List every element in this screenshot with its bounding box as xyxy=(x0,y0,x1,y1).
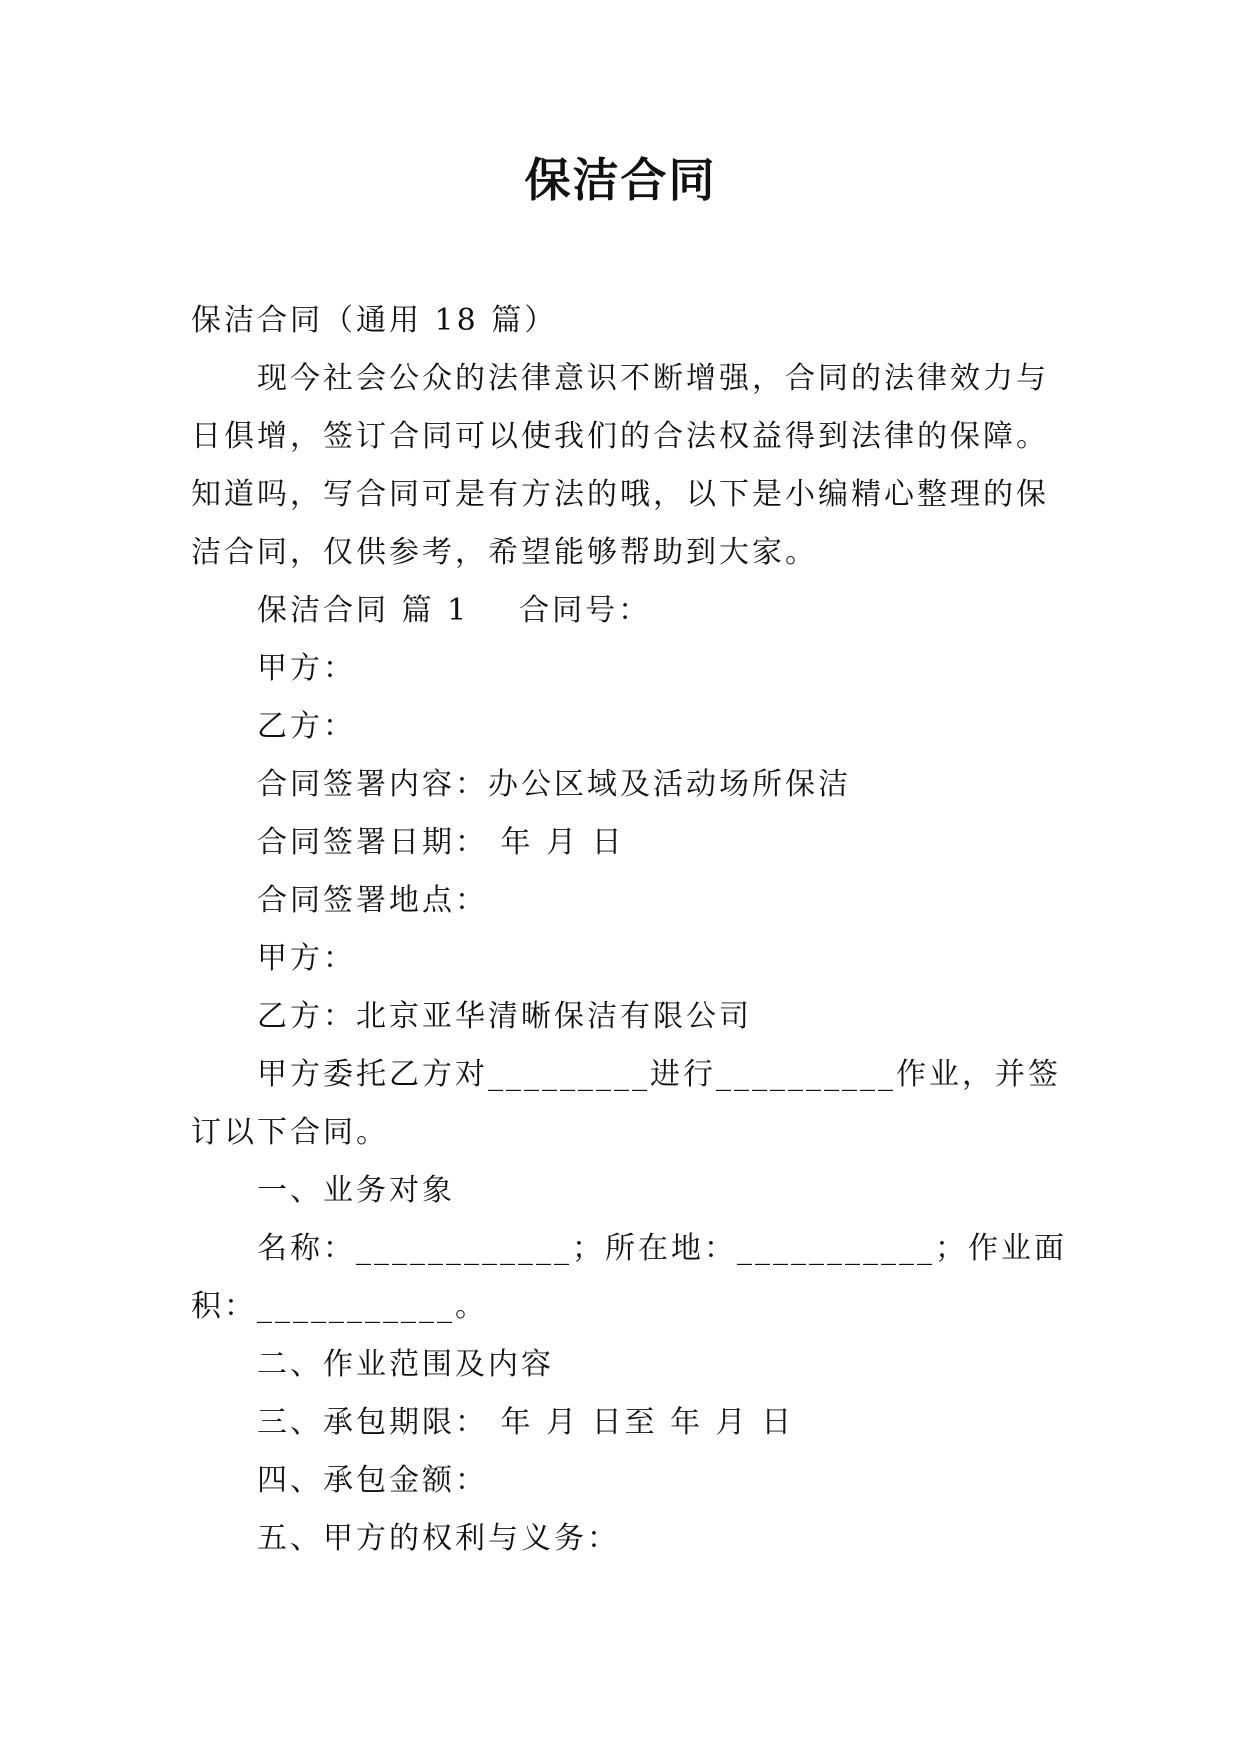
contract-date-line: 合同签署日期： 年 月 日 xyxy=(257,825,625,860)
section-heading-line xyxy=(191,582,1051,640)
intro-line-4: 洁合同，仅供参考，希望能够帮助到大家。 xyxy=(191,535,818,570)
party-b-company-line: 乙方：北京亚华清晰保洁有限公司 xyxy=(257,999,752,1034)
intro-line-1: 现今社会公众的法律意识不断增强，合同的法律效力与 xyxy=(257,361,1049,396)
entrust-line-1: 甲方委托乙方对_________进行__________作业，并签 xyxy=(257,1057,1061,1092)
intro-line-2: 日俱增，签订合同可以使我们的合法权益得到法律的保障。 xyxy=(191,419,1049,454)
name-location-line-1: 名称：____________；所在地：___________；作业面 xyxy=(257,1231,1067,1266)
name-location-line-2: 积：___________。 xyxy=(191,1289,488,1324)
party-a-label: 甲方： xyxy=(257,651,356,686)
contract-content-line: 合同签署内容：办公区域及活动场所保洁 xyxy=(257,767,851,802)
contract-place-line: 合同签署地点： xyxy=(257,883,488,918)
contract-number-label: 合同号： xyxy=(519,593,652,628)
entrust-line-2: 订以下合同。 xyxy=(191,1115,389,1150)
clause-3-heading: 三、承包期限： 年 月 日至 年 月 日 xyxy=(257,1405,795,1440)
document-title: 保洁合同 xyxy=(524,153,717,207)
document-body xyxy=(191,292,1067,1568)
section-heading: 保洁合同 篇 1 xyxy=(257,593,470,628)
document-subtitle: 保洁合同（通用 18 篇） xyxy=(191,303,558,338)
clause-4-heading: 四、承包金额： xyxy=(257,1463,488,1498)
party-a-label-2: 甲方： xyxy=(257,941,356,976)
clause-1-heading: 一、业务对象 xyxy=(257,1173,455,1208)
intro-line-3: 知道吗，写合同可是有方法的哦，以下是小编精心整理的保 xyxy=(191,477,1049,512)
party-b-label: 乙方： xyxy=(257,709,356,744)
clause-5-heading: 五、甲方的权利与义务： xyxy=(257,1521,620,1556)
clause-2-heading: 二、作业范围及内容 xyxy=(257,1347,554,1382)
